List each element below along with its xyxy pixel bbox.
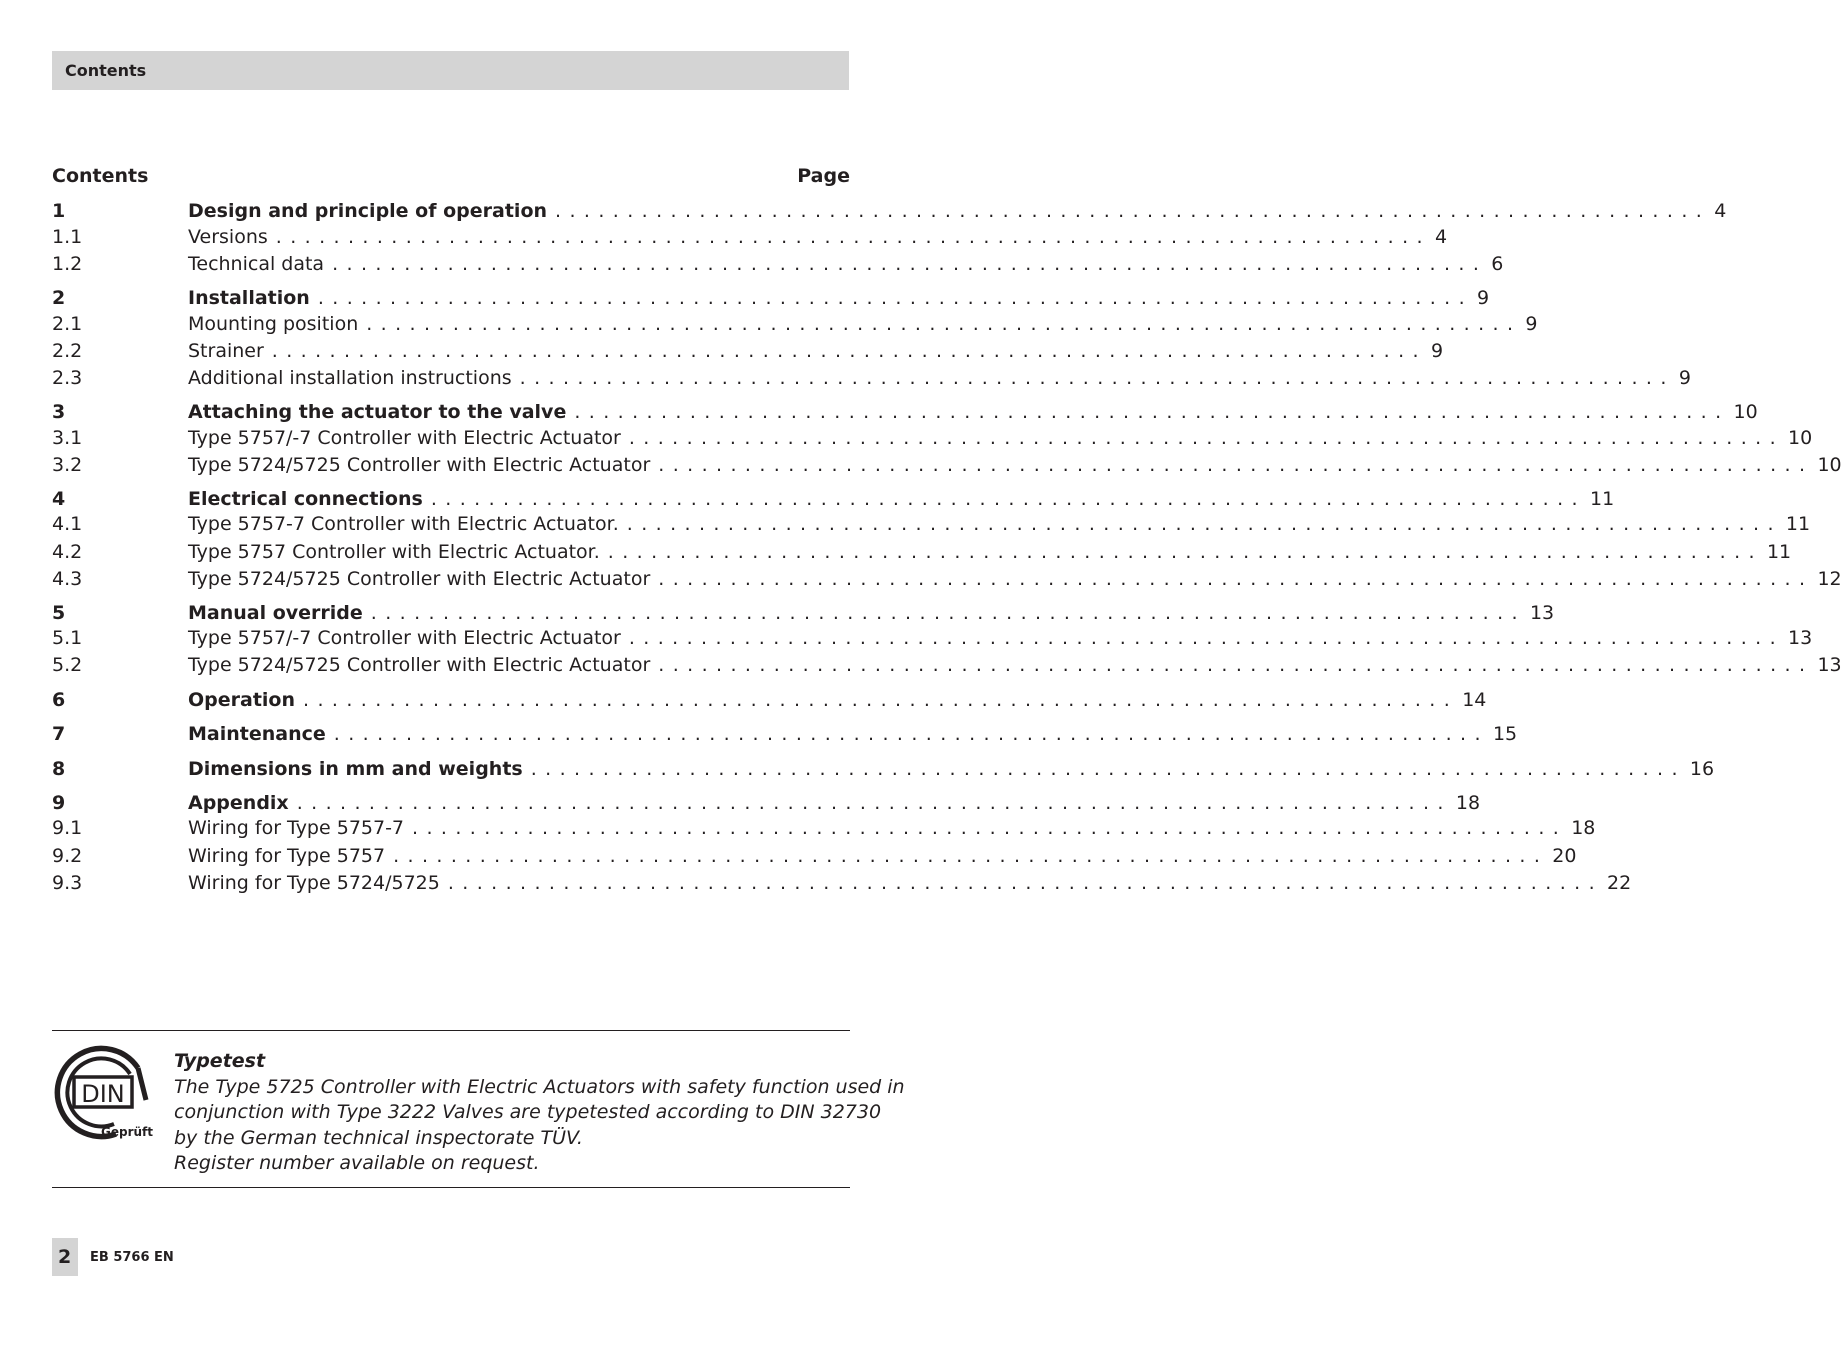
dot-leader: ................................................................................ (530, 758, 1686, 780)
typetest-note (174, 1049, 905, 1177)
dot-leader: ................................................................................ (607, 541, 1763, 563)
toc-entry-number: 1.2 (52, 253, 83, 275)
toc-entry-page: 11 (1766, 541, 1792, 563)
toc-entry-title: Electrical connections (188, 488, 423, 510)
dot-leader: ................................................................................ (519, 367, 1675, 389)
dot-leader: ................................................................................ (626, 513, 1782, 535)
dot-leader: ................................................................................ (296, 792, 1452, 814)
din-gepruft-logo (52, 1044, 153, 1142)
toc-entry (52, 366, 1691, 390)
toc-entry-line (188, 339, 1444, 363)
toc-entry-page: 13 (1529, 602, 1555, 624)
toc-entry-page: 22 (1607, 872, 1632, 894)
toc-entry-page: 4 (1434, 226, 1448, 248)
toc-entry-page: 18 (1571, 817, 1596, 839)
toc-entry-line (188, 252, 1504, 276)
toc-entry (52, 757, 1715, 781)
toc-entry-number: 9 (52, 792, 66, 814)
header-title: Contents (65, 61, 147, 80)
toc-entry-line (188, 626, 1813, 650)
toc-entry-title: Maintenance (188, 723, 326, 745)
toc-entry-number: 4.2 (52, 541, 83, 563)
toc-entry-page: 13 (1817, 654, 1842, 676)
toc-entry-line (188, 453, 1842, 477)
toc-entry-page: 11 (1785, 513, 1811, 535)
toc-entry-number: 5 (52, 602, 66, 624)
typetest-line: conjunction with Type 3222 Valves are typetested according to DIN 32730 (174, 1101, 882, 1123)
toc-entry-number: 1 (52, 200, 66, 222)
toc-entry-title: Wiring for Type 5757-7 (188, 817, 405, 839)
toc-entry-line (188, 601, 1555, 625)
toc-entry (52, 653, 1842, 677)
toc-entry-title: Additional installation instructions (188, 367, 512, 389)
toc-entry-title: Type 5757 Controller with Electric Actuator. (188, 541, 600, 563)
dot-leader: ................................................................................ (317, 287, 1474, 309)
toc-entry (52, 844, 1577, 868)
toc-entry-line (188, 540, 1792, 564)
din-logo-text: DIN (81, 1080, 125, 1108)
toc-entry-number: 2.3 (52, 367, 83, 389)
toc-entry-page: 9 (1430, 340, 1444, 362)
toc-entry-title: Wiring for Type 5757 (188, 845, 386, 867)
toc-entry-page: 16 (1689, 758, 1715, 780)
toc-entry-line (188, 487, 1615, 511)
toc-entry-title: Attaching the actuator to the valve (188, 401, 567, 423)
toc-entry-number: 2 (52, 287, 66, 309)
toc-heading-page: Page (797, 165, 850, 187)
document-id: EB 5766 EN (90, 1250, 174, 1265)
dot-leader: ................................................................................ (303, 689, 1459, 711)
toc-entry (52, 791, 1481, 815)
toc-entry-number: 5.1 (52, 627, 83, 649)
toc-entry (52, 567, 1842, 591)
toc-entry (52, 252, 1504, 276)
toc-entry-title: Type 5757/-7 Controller with Electric Actuator (188, 427, 621, 449)
toc-entry-page: 10 (1788, 427, 1813, 449)
toc-entry (52, 312, 1538, 336)
toc-entry (52, 512, 1811, 536)
toc-entry-page: 9 (1477, 287, 1490, 309)
dot-leader: ................................................................................ (332, 253, 1488, 275)
dot-leader: ................................................................................ (658, 568, 1814, 590)
dot-leader: ................................................................................ (366, 313, 1522, 335)
toc-entry-line (188, 286, 1490, 310)
toc-entry-line (188, 199, 1727, 223)
dot-leader: ................................................................................ (412, 817, 1568, 839)
toc-entry-line (188, 844, 1577, 868)
toc-entry-number: 2.1 (52, 313, 83, 335)
toc-entry-title: Type 5724/5725 Controller with Electric Actuator (188, 454, 651, 476)
toc-entry-line (188, 816, 1596, 840)
toc-entry-number: 3 (52, 401, 66, 423)
dot-leader: ................................................................................ (628, 427, 1785, 449)
toc-entry-page: 15 (1492, 723, 1518, 745)
toc-entry (52, 816, 1596, 840)
toc-entry (52, 626, 1813, 650)
toc-entry-title: Type 5757-7 Controller with Electric Actuator. (188, 513, 619, 535)
toc-entry (52, 199, 1727, 223)
dot-leader: ................................................................................ (658, 654, 1814, 676)
dot-leader: ................................................................................ (574, 401, 1730, 423)
dot-leader: ................................................................................ (393, 845, 1549, 867)
toc-entry-title: Design and principle of operation (188, 200, 548, 222)
toc-entry-line (188, 791, 1481, 815)
toc-entry-line (188, 688, 1487, 712)
toc-entry-number: 3.2 (52, 454, 83, 476)
gepruft-logo-text: Geprüft (101, 1125, 153, 1139)
dot-leader: ................................................................................ (447, 872, 1604, 894)
toc-entry (52, 871, 1632, 895)
toc-entry-number: 9.2 (52, 845, 83, 867)
toc-entry-line (188, 366, 1691, 390)
toc-entry-page: 13 (1788, 627, 1813, 649)
toc-entry-number: 3.1 (52, 427, 83, 449)
dot-leader: ................................................................................ (658, 454, 1814, 476)
toc-entry-title: Wiring for Type 5724/5725 (188, 872, 440, 894)
toc-heading-contents: Contents (52, 165, 149, 187)
toc-entry-number: 4 (52, 488, 66, 510)
toc-entry-title: Mounting position (188, 313, 359, 335)
toc-entry-page: 4 (1714, 200, 1727, 222)
typetest-title: Typetest (174, 1050, 266, 1072)
toc-entry-page: 10 (1733, 401, 1758, 423)
dot-leader: ................................................................................ (370, 602, 1526, 624)
typetest-line: The Type 5725 Controller with Electric Actuators with safety function used in (174, 1075, 905, 1098)
toc-heading (52, 165, 850, 189)
toc-entry-page: 18 (1455, 792, 1481, 814)
toc-entry-line (188, 400, 1758, 424)
header-bar (52, 51, 849, 90)
toc-entry-line (188, 653, 1842, 677)
toc-entry-number: 4.1 (52, 513, 83, 535)
toc-entry-page: 6 (1491, 253, 1504, 275)
toc-entry-page: 12 (1817, 568, 1842, 590)
toc-entry-title: Appendix (188, 792, 289, 814)
toc-entry-title: Technical data (188, 253, 325, 275)
toc-entry-page: 9 (1678, 367, 1691, 389)
toc-entry-line (188, 312, 1538, 336)
toc-entry-title: Type 5757/-7 Controller with Electric Actuator (188, 627, 621, 649)
toc-entry (52, 453, 1842, 477)
toc-entry-title: Strainer (188, 340, 264, 362)
toc-entry-number: 1.1 (52, 226, 83, 248)
typetest-line: Register number available on request. (174, 1152, 540, 1174)
toc-entry (52, 540, 1792, 564)
toc-entry-page: 10 (1817, 454, 1842, 476)
toc-entry-page: 20 (1552, 845, 1577, 867)
toc-entry-number: 7 (52, 723, 66, 745)
toc-entry-line (188, 426, 1813, 450)
toc-entry (52, 400, 1758, 424)
toc-entry-title: Versions (188, 226, 268, 248)
toc-entry-line (188, 225, 1448, 249)
toc-entry-number: 8 (52, 758, 66, 780)
toc-entry-number: 9.3 (52, 872, 83, 894)
top-divider (52, 1030, 850, 1031)
bottom-divider (52, 1187, 850, 1188)
dot-leader: ................................................................................ (555, 200, 1711, 222)
toc-entry-line (188, 722, 1518, 746)
page-number-box (52, 1238, 78, 1276)
dot-leader: ................................................................................ (430, 488, 1586, 510)
dot-leader: ................................................................................ (628, 627, 1785, 649)
toc-entry-title: Manual override (188, 602, 363, 624)
toc-entry-title: Dimensions in mm and weights (188, 758, 523, 780)
toc-entry-line (188, 567, 1842, 591)
typetest-line: by the German technical inspectorate TÜV. (174, 1126, 583, 1149)
dot-leader: ................................................................................ (275, 226, 1431, 248)
toc-entry-title: Operation (188, 689, 296, 711)
toc-entry-line (188, 757, 1715, 781)
dot-leader: ................................................................................ (271, 340, 1427, 362)
toc-entry-page: 9 (1525, 313, 1538, 335)
toc-entry-page: 14 (1462, 689, 1487, 711)
toc-entry (52, 339, 1444, 363)
toc-entry (52, 487, 1615, 511)
toc-entry-number: 5.2 (52, 654, 83, 676)
toc-entry-page: 11 (1590, 488, 1615, 510)
toc-entry-number: 4.3 (52, 568, 83, 590)
toc-entry (52, 688, 1487, 712)
toc-entry-number: 9.1 (52, 817, 83, 839)
toc-entry (52, 601, 1555, 625)
toc-entry-title: Type 5724/5725 Controller with Electric Actuator (188, 654, 651, 676)
toc-entry (52, 225, 1448, 249)
toc-entry (52, 426, 1813, 450)
toc-entry (52, 286, 1490, 310)
dot-leader: ................................................................................ (333, 723, 1489, 745)
toc-entry-title: Installation (188, 287, 310, 309)
toc-entry-line (188, 512, 1811, 536)
toc-entry-title: Type 5724/5725 Controller with Electric Actuator (188, 568, 651, 590)
toc-entry (52, 722, 1518, 746)
toc-entry-line (188, 871, 1632, 895)
page-number: 2 (58, 1246, 72, 1268)
toc-entry-number: 2.2 (52, 340, 83, 362)
toc-entry-number: 6 (52, 689, 66, 711)
